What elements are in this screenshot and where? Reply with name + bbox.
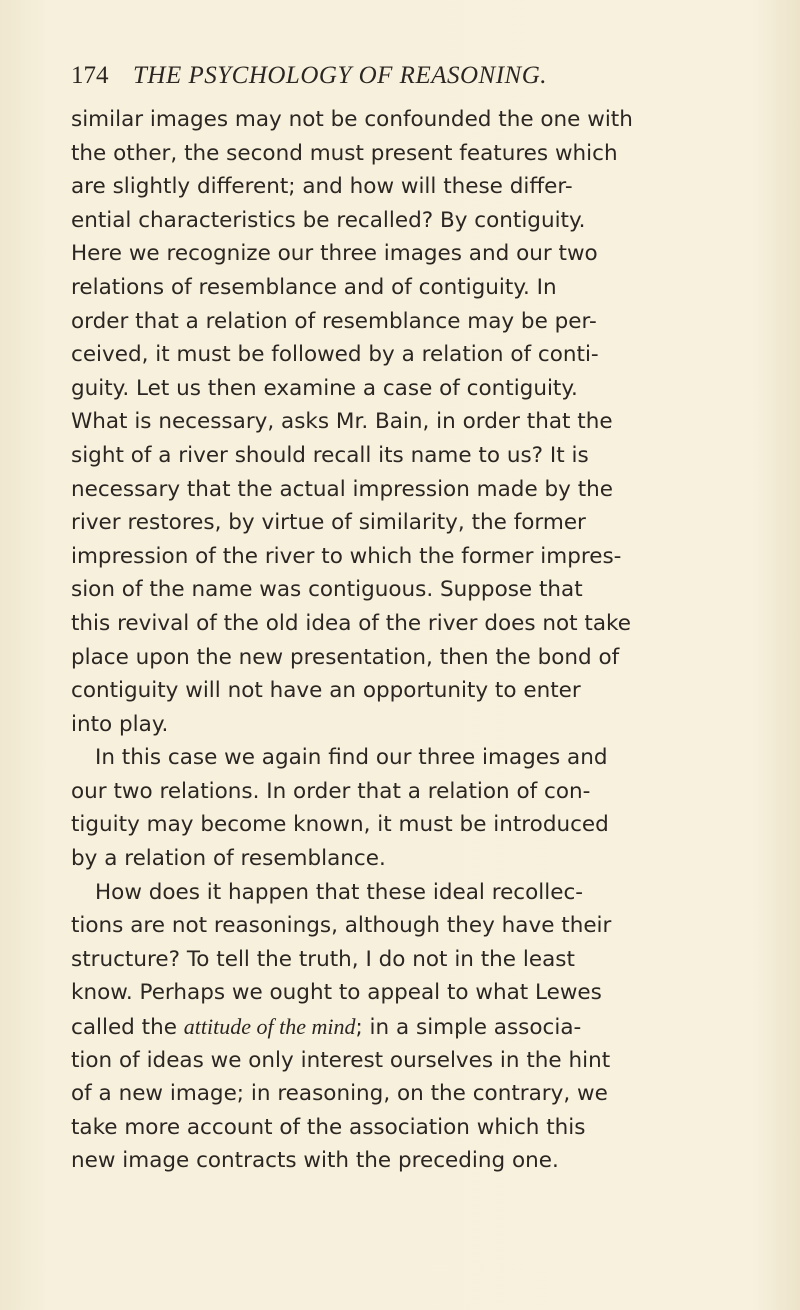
text-line: tions are not reasonings, although they have their — [71, 913, 612, 939]
text-line: impression of the river to which the former impres- — [71, 543, 622, 569]
text-line: are slightly different; and how will these differ- — [71, 174, 573, 200]
running-title: THE PSYCHOLOGY OF REASONING. — [133, 62, 548, 89]
body-text — [71, 103, 741, 1178]
text-line: sight of a river should recall its name to us? It is — [71, 442, 589, 468]
text-segment: ; in a simple associa- — [355, 1015, 582, 1041]
text-line: similar images may not be confounded the one with — [71, 107, 633, 132]
text-line: guity. Let us then examine a case of contiguity. — [71, 375, 578, 401]
text-line: of a new image; in reasoning, on the contrary, we — [71, 1081, 608, 1107]
paragraph-start-line: How does it happen that these ideal recollec- — [95, 879, 584, 905]
text-line: tion of ideas we only interest ourselves in the hint — [71, 1047, 611, 1073]
text-line: What is necessary, asks Mr. Bain, in order that the — [71, 409, 613, 435]
text-line: ential characteristics be recalled? By contiguity. — [71, 207, 586, 233]
text-line: our two relations. In order that a relation of con- — [71, 778, 591, 804]
text-line: this revival of the old idea of the river does not take — [71, 610, 631, 636]
text-line: Here we recognize our three images and our two — [71, 241, 598, 267]
text-line: place upon the new presentation, then the bond of — [71, 644, 620, 670]
text-line — [71, 1010, 741, 1044]
text-line: the other, the second must present features which — [71, 140, 618, 166]
text-line: contiguity will not have an opportunity to enter — [71, 678, 581, 704]
page-header — [71, 56, 731, 96]
text-line: ceived, it must be followed by a relation of conti- — [71, 342, 599, 368]
text-segment: called the — [71, 1015, 184, 1041]
text-line: order that a relation of resemblance may be per- — [71, 308, 597, 334]
text-line: take more account of the association which this — [71, 1114, 586, 1140]
italic-phrase: attitude of the mind — [183, 1014, 356, 1040]
text-line: relations of resemblance and of contiguity. In — [71, 274, 557, 300]
text-line: sion of the name was contiguous. Suppose that — [71, 577, 583, 603]
text-line: necessary that the actual impression made by the — [71, 476, 613, 502]
text-line: know. Perhaps we ought to appeal to what Lewes — [71, 980, 602, 1006]
text-line: river restores, by virtue of similarity, the former — [71, 510, 586, 536]
text-line: by a relation of resemblance. — [71, 846, 386, 872]
text-line: tiguity may become known, it must be introduced — [71, 812, 609, 838]
text-line: structure? To tell the truth, I do not in the least — [71, 946, 575, 972]
text-line: new image contracts with the preceding one. — [71, 1148, 559, 1174]
page-number: 174 — [71, 62, 109, 89]
text-line: into play. — [71, 711, 169, 737]
paragraph-start-line: In this case we again find our three images and — [95, 745, 608, 771]
